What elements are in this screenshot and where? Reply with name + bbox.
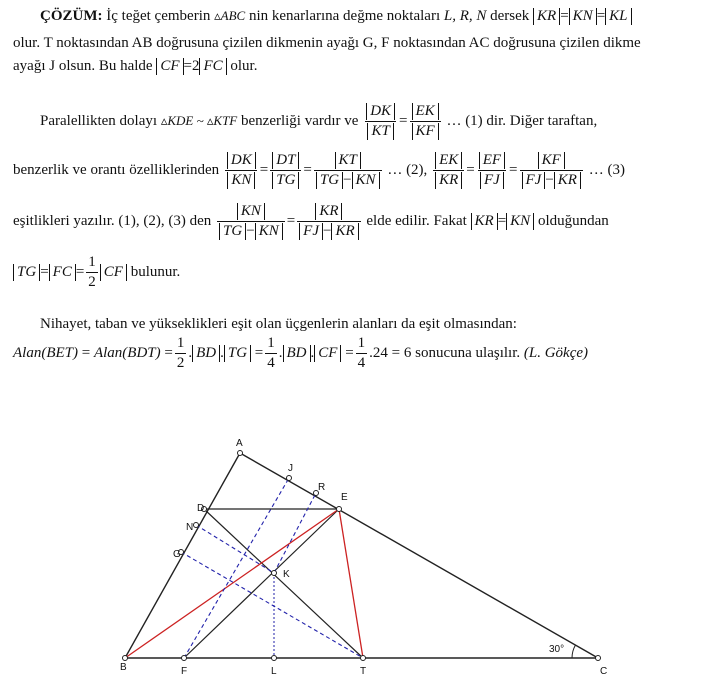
- point-t: [361, 656, 366, 661]
- p1-line1: ÇÖZÜM: İç teğet çemberin ▵ABC nin kenarlarına değme noktaları L, R, N dersek KR = KN = KL: [40, 8, 632, 25]
- frac7-den: FJ: [480, 172, 504, 189]
- label-k: K: [283, 569, 290, 580]
- frac5-num: KT: [335, 152, 361, 169]
- frac2-den: KF: [412, 123, 439, 140]
- triangle-abc: ▵ABC: [214, 8, 246, 23]
- area-bet: Alan(BET): [13, 344, 78, 361]
- points-lrn: L, R, N: [443, 8, 487, 24]
- abs-kn: KN: [569, 8, 597, 25]
- p1-text-c: dersek: [490, 8, 530, 24]
- p1-text-olur: olur.: [230, 58, 258, 74]
- side-ab: [125, 453, 240, 658]
- points: [123, 451, 601, 661]
- frac10-den-b: KR: [331, 223, 358, 240]
- area-bdt: Alan(BDT): [93, 344, 161, 361]
- frac-kr-fj-kr: $\frac{KR}{FJ - KR}$: [297, 203, 360, 240]
- label-c: C: [600, 666, 608, 677]
- abs-kr: KR: [533, 8, 560, 25]
- label-n: N: [186, 522, 194, 533]
- label-l: L: [271, 666, 277, 677]
- abs-cf: CF: [156, 58, 183, 75]
- segment-be: [125, 509, 339, 658]
- p2-text-a: Paralellikten dolayı: [40, 112, 158, 129]
- p2-text-e: eşitlikleri yazılır. (1), (2), (3) den: [13, 212, 212, 229]
- point-c: [596, 656, 601, 661]
- p2-line3: eşitlikleri yazılır. (1), (2), (3) den $\frac{KN}{TG - KN}$ = $\frac{KR}{FJ - KR}$ elde edilir. Fakat KR = KN olduğundan: [13, 203, 609, 239]
- label-d: D: [197, 503, 205, 514]
- p2-text-d: benzerlik ve orantı özelliklerinden: [13, 161, 220, 178]
- frac8-den-a: FJ: [522, 172, 546, 189]
- point-f: [182, 656, 187, 661]
- frac8-den-b: KR: [554, 172, 581, 189]
- p2-text-c: … (1) dir. Diğer taraftan,: [446, 112, 598, 129]
- dashed-gt: [181, 552, 363, 658]
- frac9-den-b: KN: [255, 223, 283, 240]
- label-r: R: [318, 482, 326, 493]
- ref-3: … (3): [588, 161, 625, 178]
- frac1-den: KT: [367, 123, 393, 140]
- frac3-den: KN: [227, 172, 255, 189]
- frac8-num: KF: [538, 152, 565, 169]
- p3-text-a: Nihayet, taban ve yükseklikleri eşit olan üçgenlerin alanları da eşit olmasından:: [40, 316, 517, 332]
- segment-fe: [184, 509, 339, 658]
- frac6-den: KR: [435, 172, 462, 189]
- point-n: [194, 523, 199, 528]
- frac5-den-a: TG: [316, 172, 343, 189]
- p1-text-b: nin kenarlarına değme noktaları: [248, 8, 441, 24]
- frac9-den-a: TG: [219, 223, 246, 240]
- p1-text-a: İç teğet çemberin: [106, 8, 211, 24]
- label-t: T: [360, 666, 367, 677]
- abs-kn-2: KN: [506, 213, 534, 230]
- label-a: A: [236, 438, 243, 449]
- frac10-num: KR: [315, 203, 342, 220]
- frac4-den: TG: [272, 172, 299, 189]
- abs-tg-2: TG: [224, 345, 251, 362]
- p2-line2: benzerlik ve orantı özelliklerinden $\frac{DK}{KN}$ = $\frac{DT}{TG}$ = $\frac{KT}{TG - KN}$ … (2), $\frac{EK}{KR}$ = $\frac{EF}{FJ}$ = $\frac{KF}{FJ - KR}$ … (3): [13, 152, 625, 188]
- solution-heading: ÇÖZÜM:: [40, 8, 103, 24]
- dashed-kr: [274, 493, 316, 573]
- abs-cf-3: CF: [314, 345, 341, 362]
- half2-num: 1: [176, 335, 185, 351]
- point-j: [287, 476, 292, 481]
- frac4-num: DT: [272, 152, 299, 169]
- p1-line3: ayağı J olsun. Bu halde CF =2 FC olur.: [13, 58, 258, 74]
- p2-text-h: bulunur.: [130, 263, 181, 280]
- half2-den: 2: [176, 355, 185, 371]
- p2-line4: TG = FC = $\frac{1}{2}$ CF bulunur.: [13, 254, 180, 291]
- p1-text-line2: olur. T noktasından AB doğrusuna çizilen dikmenin ayağı G, F noktasından AC doğrusuna çizilen dikme: [13, 35, 641, 51]
- label-b: B: [120, 662, 127, 673]
- quarter-den: 4: [267, 355, 275, 371]
- segment-et: [339, 509, 363, 658]
- frac-kf-fj-kr: $\frac{KF}{FJ - KR}$: [520, 152, 583, 189]
- point-a: [238, 451, 243, 456]
- frac10-den-a: FJ: [299, 223, 323, 240]
- dashed-nk: [196, 525, 274, 573]
- similarity: ▵KDE ~ ▵KTF: [160, 112, 238, 128]
- quarter2-den: 4: [357, 355, 366, 371]
- abs-kr-2: KR: [471, 213, 498, 230]
- value-24: .24: [369, 344, 388, 361]
- point-l: [272, 656, 277, 661]
- angle-label: 30°: [549, 644, 565, 655]
- point-b: [123, 656, 128, 661]
- half-num: 1: [88, 254, 96, 270]
- frac9-num: KN: [237, 203, 265, 220]
- p1-text-line3: ayağı J olsun. Bu halde: [13, 58, 153, 74]
- p2-text-g: olduğundan: [537, 212, 609, 229]
- point-e: [337, 507, 342, 512]
- quarter2-num: 1: [357, 335, 366, 351]
- quarter-num: 1: [267, 335, 275, 351]
- frac1-num: DK: [366, 103, 395, 120]
- frac3-num: DK: [227, 152, 256, 169]
- p2-text-b: benzerliği vardır ve: [241, 112, 359, 129]
- p3-line2: Alan(BET) = Alan(BDT) = $\frac{1}{2}$ . BD . TG = $\frac{1}{4}$ . BD . CF = $\frac{1}{4}$ .24 = 6 sonucuna ulaşılır. (L. Gökçe): [13, 335, 589, 371]
- point-k: [272, 571, 277, 576]
- abs-tg: TG: [13, 264, 40, 281]
- author: (L. Gökçe): [523, 344, 589, 361]
- p2-text-f: elde edilir. Fakat: [366, 212, 467, 229]
- half-den: 2: [88, 274, 96, 290]
- p2-line1: Paralellikten dolayı ▵KDE ~ ▵KTF benzerliği vardır ve $\frac{DK}{KT}$ = $\frac{EK}{KF}$ … (1) dir. Diğer taraftan,: [40, 103, 598, 139]
- frac5-den-b: KN: [352, 172, 380, 189]
- frac-kn-tg-kn: $\frac{KN}{TG - KN}$: [217, 203, 285, 240]
- coef-two: 2: [191, 58, 200, 74]
- result: = 6: [391, 344, 412, 361]
- abs-kl: KL: [605, 8, 631, 25]
- abs-bd-2: BD: [283, 345, 311, 362]
- label-f: F: [181, 666, 188, 677]
- frac6-num: EK: [435, 152, 462, 169]
- conclusion: sonucuna ulaşılır.: [415, 344, 521, 361]
- frac-kt-tg-kn: $\frac{KT}{TG - KN}$: [314, 152, 382, 189]
- ref-2: … (2),: [387, 161, 428, 178]
- label-j: J: [288, 463, 293, 474]
- label-g: G: [173, 549, 181, 560]
- label-e: E: [341, 492, 348, 503]
- frac2-num: EK: [412, 103, 439, 120]
- angle-arc-c: [572, 645, 576, 658]
- abs-fc-2: FC: [49, 264, 76, 281]
- frac7-num: EF: [479, 152, 505, 169]
- side-ac: [240, 453, 598, 658]
- abs-fc: FC: [199, 58, 226, 75]
- abs-cf-2: CF: [100, 264, 127, 281]
- abs-bd: BD: [192, 345, 220, 362]
